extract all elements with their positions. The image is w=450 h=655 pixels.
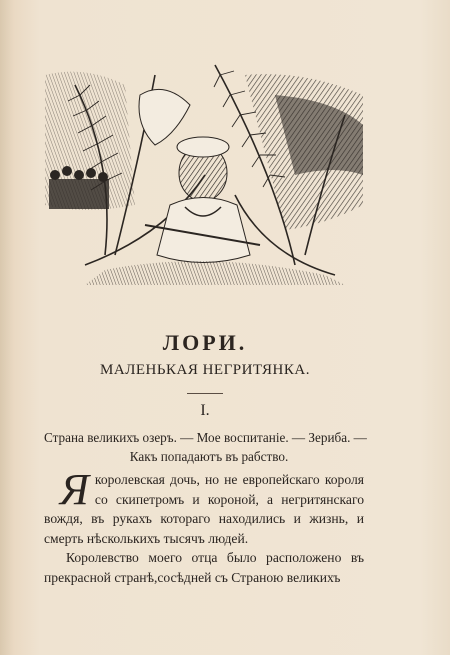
chapter-summary [44, 428, 374, 466]
divider [187, 393, 223, 394]
engraving-illustration [45, 55, 363, 285]
section-number: I. [200, 402, 210, 419]
chapter-title: ЛОРИ. [162, 330, 248, 355]
chapter-subtitle: МАЛЕНЬКАЯ НЕГРИТЯНКА. [100, 362, 310, 378]
summary-line: Какъ попадаютъ въ рабство. [129, 449, 289, 464]
body-text [44, 465, 364, 587]
paragraph [44, 465, 364, 548]
summary-line: Страна великихъ озеръ. — Мое воспитаніе. — Зериба. — [44, 430, 367, 445]
drop-cap: Я [60, 465, 89, 514]
paragraph-text: королевская дочь, но не европейскаго короля со скипетромъ и короной, а негритянскаго вождя, въ рукахъ котораго находились и жизнь, и смерть нѣсколькихъ тысячъ людей. [44, 472, 364, 546]
paragraph: Королевство моего отца было расположено въ прекрасной странѣ,сосѣдней съ Страною великихъ [44, 550, 364, 585]
